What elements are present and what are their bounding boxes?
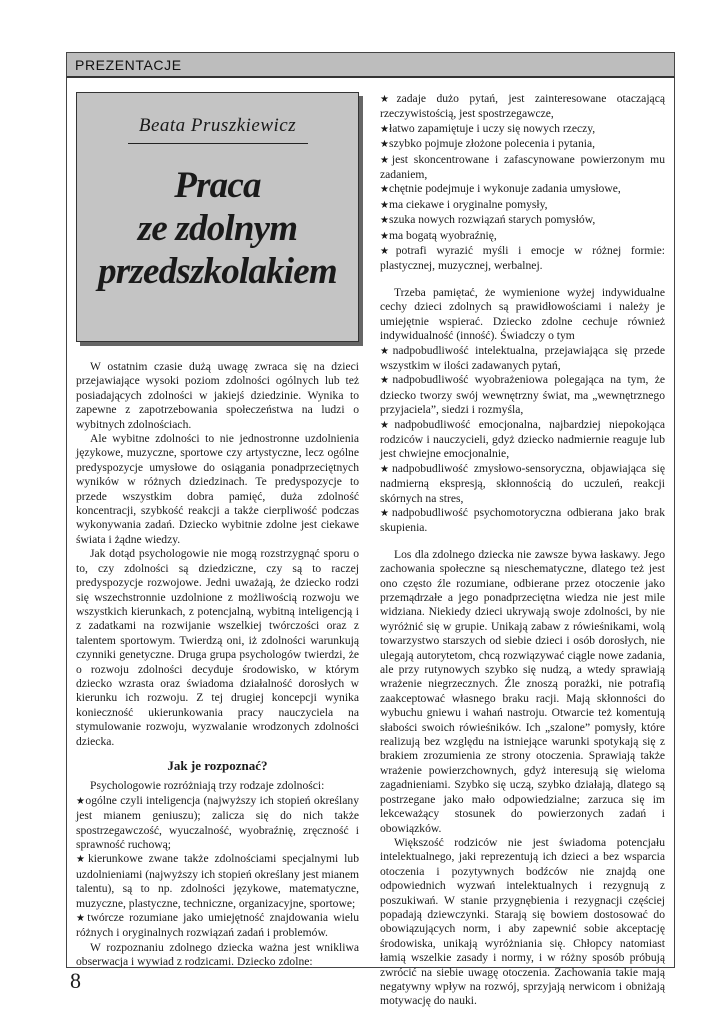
- list-item: ★ma ciekawe i oryginalne pomysły,: [380, 197, 548, 211]
- page-number: 8: [70, 968, 81, 993]
- title-box: [76, 92, 359, 342]
- title-line: Praca: [174, 165, 261, 206]
- author: Beata Pruszkiewicz: [138, 115, 297, 136]
- list-item: ★zadaje dużo pytań, jest zainteresowane otaczającą rzeczywistością, jest spostrzegawcze,: [380, 92, 665, 121]
- section-heading: Jak je rozpoznać?: [167, 757, 268, 773]
- list-item: ★nadpobudliwość emocjonalna, najbardziej niepokojąca rodziców i nauczycieli, gdyż dziecko nadmiernie reaguje lub jest chwiejne emocjonalnie,: [380, 417, 665, 461]
- title-line: ze zdolnym: [137, 208, 298, 249]
- star-bullet-icon: ★: [380, 230, 389, 242]
- paragraph: Trzeba pamiętać, że wymienione wyżej indywidualne cechy dzieci zdolnych są prawidłowościami i należy je umiejętnie wspierać. Dziecko zdolne cechuje również indywidualność (inność). Świadczy o tym: [380, 285, 665, 343]
- star-bullet-icon: ★: [380, 215, 389, 227]
- paragraph: Psychologowie rozróżniają trzy rodzaje zdolności:: [90, 779, 325, 793]
- star-bullet-icon: ★: [380, 419, 395, 431]
- star-bullet-icon: ★: [380, 246, 396, 258]
- list-item: ★nadpobudliwość zmysłowo-sensoryczna, objawiająca się nadmierną ekspresją, skłonnością do uczuleń, reakcji skórnych na stres,: [380, 461, 665, 505]
- list-item: ★łatwo zapamiętuje i uczy się nowych rzeczy,: [380, 121, 596, 135]
- paragraph: Większość rodziców nie jest świadoma potencjału intelektualnego, jaki reprezentują ich dzieci a bez wsparcia otoczenia i pozytywnych bodźców nie znajdą one odpowiednich wyzwań intelektualnych i rezygnują z poszukiwań. W stanie przygnębienia i rezygnacji częściej popadają dziewczynki. Starają się bowiem dostosować do obowiązujących norm, i aby zapewnić sobie akceptację środowiska, unikają wyróżniania się. Chłopcy natomiast łamią wszelkie zasady i normy, i w różny sposób próbują zwrócić na siebie uwagę otoczenia. Zachowania takie mają negatywny wpływ na rozwój, sprzyjają nerwicom i obniżają motywację do nauki.: [380, 835, 665, 1008]
- list-item: ★jest skoncentrowane i zafascynowane powierzonym mu zadaniem,: [380, 152, 665, 182]
- star-bullet-icon: ★: [76, 795, 86, 807]
- paragraph: W rozpoznaniu zdolnego dziecka ważna jest wnikliwa obserwacja i wywiad z rodzicami. Dziecko zdolne:: [76, 940, 359, 969]
- list-item: ★nadpobudliwość psychomotoryczna odbierana jako brak skupienia.: [380, 505, 665, 535]
- title-line: przedszkolakiem: [98, 251, 337, 292]
- paragraph: W ostatnim czasie dużą uwagę zwraca się na dzieci przejawiające wysoki poziom zdolności ogólnych lub też posiadających zdolności w jakiejś dziedzinie. Wynika to zapewne z zapotrzebowania społeczeństwa na ludzi o wybitnych zdolnościach.: [76, 360, 359, 431]
- star-bullet-icon: ★: [380, 199, 389, 211]
- star-bullet-icon: ★: [380, 154, 392, 166]
- star-bullet-icon: ★: [380, 375, 393, 387]
- paragraph: Jak dotąd psychologowie nie mogą rozstrzygnąć sporu o to, czy zdolności są dziedziczne, czy są to raczej predyspozycje rozwojowe. Jedni uważają, że dziecko rodzi się wszechstronnie uzdolnione z możliwością rozwoju we wszystkich kierunkach, z potencjalną, wybitną inteligencją i z zadatkami na rozwijanie wszelkiej twórczości oraz z talentem sportowym. Twierdzą oni, iż zdolności warunkują czynniki genetyczne. Druga grupa psychologów twierdzi, że o rozwoju zdolności decyduje środowisko, w którym dziecko wzrasta oraz świadoma działalność dorosłych w kierunku ich rozwoju. Z tej drugiej koncepcji wynika konieczność ukierunkowania pracy nauczyciela na stymulowanie rozwoju, wyzwalanie wrodzonych zdolności dziecka.: [76, 547, 359, 748]
- star-bullet-icon: ★: [380, 94, 397, 105]
- list-item: ★nadpobudliwość intelektualna, przejawiająca się przede wszystkim w ilości zadawanych pytań,: [380, 343, 665, 372]
- list-item: ★chętnie podejmuje i wykonuje zadania umysłowe,: [380, 182, 621, 196]
- list-item: ★ma bogatą wyobraźnię,: [380, 228, 497, 242]
- list-item: ★kierunkowe zwane także zdolnościami specjalnymi lub uzdolnieniami (najwyższy ich stopień określany jest mianem talentu), są to np. zdolności językowe, matematyczne, muzyczne, plastyczne, techniczne, organizacyjne, sportowe;: [76, 852, 359, 910]
- star-bullet-icon: ★: [380, 345, 393, 357]
- star-bullet-icon: ★: [380, 123, 389, 135]
- star-bullet-icon: ★: [380, 463, 392, 475]
- list-item: ★szybko pojmuje złożone polecenia i pytania,: [380, 137, 596, 151]
- list-item: ★twórcze rozumiane jako umiejętność znajdowania wielu różnych i oryginalnych rozwiązań zadań i problemów.: [76, 911, 359, 940]
- list-item: ★nadpobudliwość wyobrażeniowa polegająca na tym, że dziecko tworzy swój wewnętrzny świat, ma „wewnętrznego przyjaciela”, siedzi i rozmyśla,: [380, 373, 665, 417]
- list-item: ★ogólne czyli inteligencja (najwyższy ich stopień określany jest mianem geniuszu); zalicza się do nich także spostrzegawczość, wyuczalność, wyobraźnię, zręczność i sprawność ruchową;: [76, 793, 359, 851]
- left-column: [76, 360, 359, 970]
- star-bullet-icon: ★: [76, 854, 88, 866]
- star-bullet-icon: ★: [380, 507, 392, 519]
- author-rule: [128, 143, 308, 144]
- paragraph: Ale wybitne zdolności to nie jednostronne uzdolnienia językowe, muzyczne, sportowe czy artystyczne, lecz ogólne predyspozycje umysłowe do osiągania ponadprzeciętnych wyników w różnych dziedzinach. Te predyspozycje to przede wszystkim dobra pamięć, duża zdolność koncentracji, szybkość reakcji a także cierpliwość podczas wykonywania zadań. Dziecko wybitnie zdolne jest ciekawe świata i żądne wiedzy.: [76, 432, 359, 546]
- paragraph: Los dla zdolnego dziecka nie zawsze bywa łaskawy. Jego zachowania społeczne są nieschematyczne, dlatego też jest ono często źle rozumiane, odbierane przez otoczenie jako przemądrzałe a jego ponadprzeciętna wiedza nie jest mile widziana. Niekiedy dzieci ukrywają swoje zdolności, by nie wyróżnić się w grupie. Unikają zabaw z rówieśnikami, wolą towarzystwo starszych od siebie dzieci i osób dorosłych, nie ulegają autorytetom, chcą rozwiązywać ciągle nowe zadania, ale przy rutynowych szybko się nudzą, a wtedy sprawiają wrażenie niegrzecznych. Źle znoszą porażki, nie potrafią zaakceptować własnego braku racji. Mają skłonności do wybuchu gniewu i wahań nastroju. Otwarcie też komentują słabości swoich rówieśników. Ich „szalone” pomysły, które realizują bez względu na istniejące warunki spotykają się z brakiem zrozumienia ze strony otoczenia. Sprawiają także wrażenie powierzchownych, gdyż interesują się wieloma zagadnieniami. Szybko się uczą, szybko działają, dlatego są postrzegane jako mało odpowiedzialne; zarzuca się im lekceważący stosunek do powierzonych zadań i obowiązków.: [380, 547, 665, 835]
- star-bullet-icon: ★: [380, 139, 389, 151]
- list-item: ★potrafi wyrazić myśli i emocje w różnej formie: plastycznej, muzycznej, werbalnej.: [380, 244, 666, 273]
- star-bullet-icon: ★: [380, 184, 389, 196]
- right-column: [380, 92, 665, 1009]
- article-title: [77, 164, 358, 293]
- star-bullet-icon: ★: [76, 913, 88, 925]
- section-header: PREZENTACJE: [66, 52, 675, 78]
- list-item: ★szuka nowych rozwiązań starych pomysłów,: [380, 213, 596, 227]
